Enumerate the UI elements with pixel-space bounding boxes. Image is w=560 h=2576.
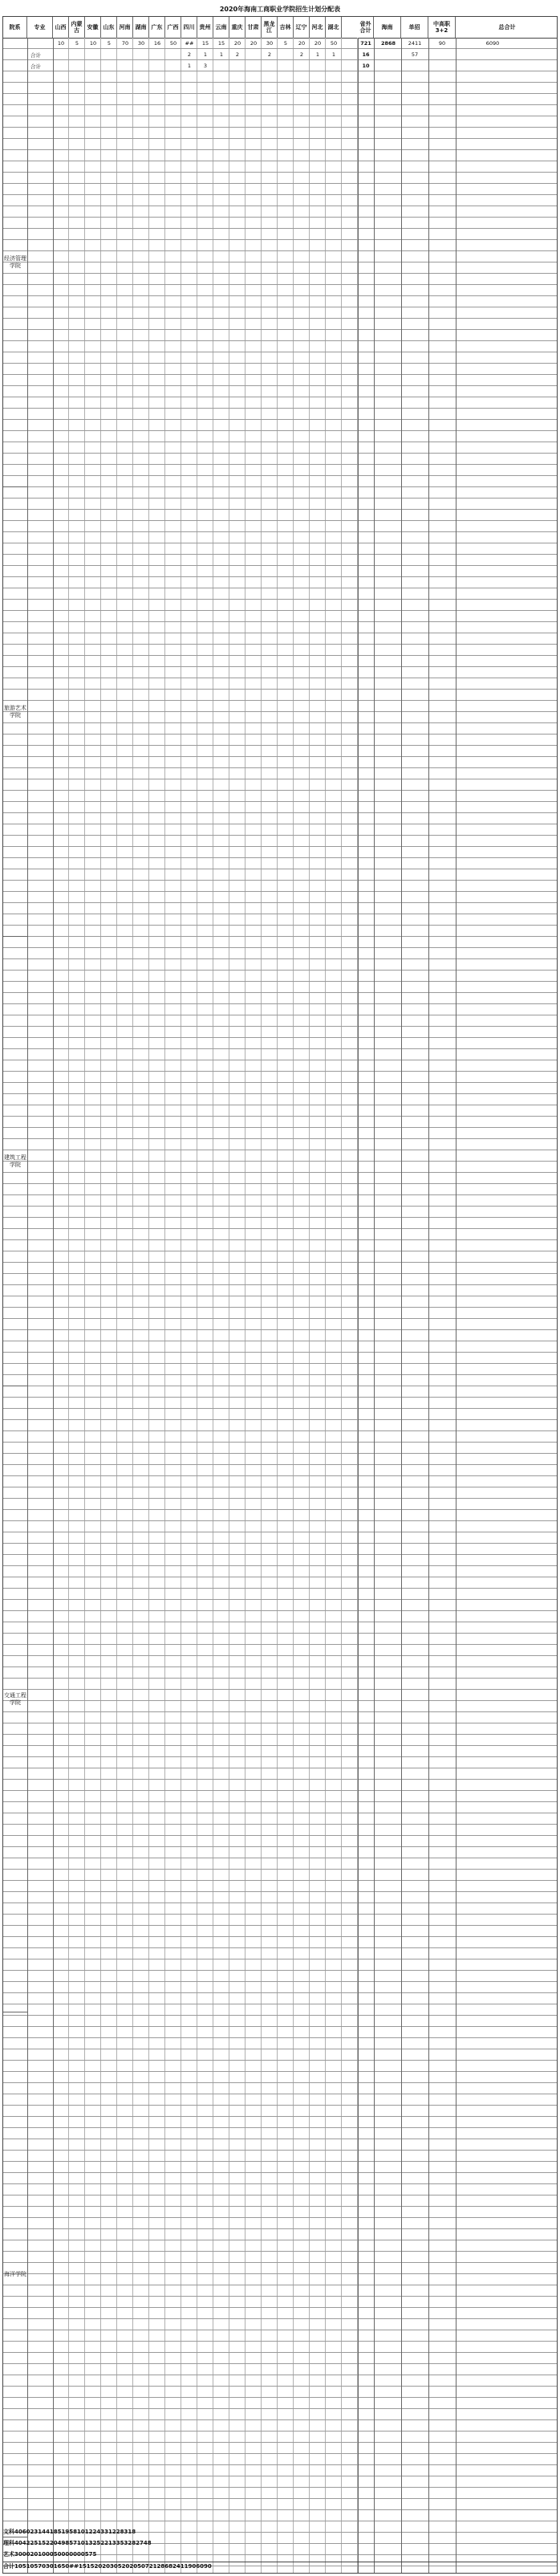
footer-like-cell: 20 <box>49 2540 58 2546</box>
header-province: 贵州 <box>197 17 213 38</box>
header-hainan: 海南 <box>374 17 401 38</box>
header-grand: 总合计 <box>498 24 516 31</box>
footer-wenke-cell: 3 <box>104 2529 108 2535</box>
header-dept: 院系 <box>3 17 27 38</box>
header-province: 山东 <box>101 17 117 38</box>
footer-yishu-cell: 0 <box>18 2551 22 2558</box>
footer-like-cell: 7 <box>73 2540 77 2546</box>
footer-grand-cell: 20 <box>102 2563 110 2570</box>
footer-grand-cell: 30 <box>109 2563 118 2570</box>
footer-like-cell: 13 <box>84 2540 93 2546</box>
footer-grand-cell: 20 <box>129 2563 138 2570</box>
footer-wenke-row <box>3 2528 557 2539</box>
footer-grand-cell: 50 <box>61 2563 70 2570</box>
footer-like-cell: 15 <box>38 2540 46 2546</box>
summary-label: 合计 <box>30 63 41 70</box>
quota-cell: 15 <box>201 40 209 47</box>
footer-grand-cell: 5 <box>22 2563 26 2570</box>
footer-grand-cell: 10 <box>26 2563 34 2570</box>
footer-wenke-label: 文科 <box>3 2529 14 2535</box>
footer-grand-cell: 5 <box>117 2563 122 2570</box>
dept-tourism-arts: 旅游艺术学院 <box>3 487 27 937</box>
footer-wenke-cell: 24 <box>92 2529 101 2535</box>
quota-hainan: 2868 <box>380 40 396 47</box>
header-province: 云南 <box>213 17 229 38</box>
summary-cell: 1 <box>203 51 208 58</box>
summary-total: 10 <box>362 63 370 69</box>
footer-yishu-cell: 5 <box>84 2551 89 2558</box>
footer-grand-single: 2411 <box>172 2563 189 2570</box>
footer-yishu-cell: 5 <box>53 2551 58 2558</box>
footer-yishu-cell: 0 <box>80 2551 85 2558</box>
footer-like-cell: 2 <box>46 2540 50 2546</box>
footer-wenke-cell: 95 <box>65 2529 74 2535</box>
header-province: 甘肃 <box>246 17 262 38</box>
footer-wenke-cell: 0 <box>18 2529 22 2535</box>
quota-cell: ## <box>185 40 194 47</box>
header-province: 重庆 <box>229 17 246 38</box>
footer-like-label: 理科 <box>3 2540 14 2546</box>
quota-cell: 20 <box>233 40 241 47</box>
footer-grand-cell: 15 <box>86 2563 95 2570</box>
footer-yishu-cell: 0 <box>73 2551 77 2558</box>
footer-grand-zhonggao: 90 <box>188 2563 197 2570</box>
header-province: 广西 <box>165 17 181 38</box>
footer-like-cell: 10 <box>77 2540 85 2546</box>
summary-row <box>3 60 557 71</box>
footer-grand-cell: 20 <box>94 2563 103 2570</box>
footer-wenke-cell: 12 <box>108 2529 116 2535</box>
quota-cell: 50 <box>169 40 177 47</box>
header-province: 湖北 <box>326 17 342 38</box>
footer-grand-cell: ## <box>69 2563 79 2570</box>
footer-like-cell: 13 <box>108 2540 116 2546</box>
dept-ocean: 海洋学院 <box>3 2012 27 2537</box>
footer-yishu-cell: 3 <box>14 2551 18 2558</box>
footer-like-cell: 4 <box>22 2540 26 2546</box>
summary-row <box>3 49 557 60</box>
footer-grand-total: 721 <box>144 2563 157 2570</box>
footer-grand-row <box>3 2562 557 2574</box>
summary-cell: 1 <box>187 63 192 69</box>
dept-architecture: 建筑工程学院 <box>3 937 27 1386</box>
footer-grand-cell: 15 <box>78 2563 87 2570</box>
footer-like-cell: 25 <box>92 2540 101 2546</box>
footer-yishu-cell: 0 <box>42 2551 46 2558</box>
summary-cell: 1 <box>315 51 320 58</box>
header-zhonggao: 中高职3+2 <box>428 17 456 38</box>
footer-yishu-cell: 0 <box>61 2551 66 2558</box>
footer-wenke-cell: 0 <box>26 2529 30 2535</box>
footer-like-cell: 4 <box>14 2540 18 2546</box>
footer-wenke-total: 318 <box>124 2529 136 2535</box>
footer-grand-hainan: 2868 <box>156 2563 172 2570</box>
footer-yishu-cell: 0 <box>49 2551 54 2558</box>
footer-yishu-label: 艺术 <box>3 2551 14 2558</box>
footer-hainan-total: 2748 <box>136 2540 152 2546</box>
quota-grand: 6090 <box>485 40 500 47</box>
quota-cell: 70 <box>121 40 129 47</box>
footer-like-cell: 85 <box>65 2540 74 2546</box>
footer-yishu-cell: 20 <box>30 2551 39 2558</box>
quota-cell: 30 <box>137 40 145 47</box>
footer-like-cell: 2 <box>104 2540 108 2546</box>
footer-grand-cell: 5 <box>34 2563 39 2570</box>
quota-cell: 5 <box>75 40 79 47</box>
header-province: 河南 <box>117 17 133 38</box>
footer-yishu-cell: 0 <box>46 2551 50 2558</box>
header-province: 四川 <box>181 17 197 38</box>
quota-zhonggao: 90 <box>438 40 446 47</box>
footer-wenke-cell: 4 <box>46 2529 50 2535</box>
footer-grand-all: 6090 <box>196 2563 212 2570</box>
quota-single: 2411 <box>408 40 422 47</box>
footer-wenke-cell: 8 <box>73 2529 77 2535</box>
header-province: 山西 <box>53 17 69 38</box>
footer-like-row <box>3 2539 557 2550</box>
dept-economics: 经济管理学院 <box>3 38 27 487</box>
footer-like-cell: 2 <box>26 2540 30 2546</box>
footer-yishu-cell: 0 <box>77 2551 81 2558</box>
summary-cell: 2 <box>187 51 192 58</box>
footer-wenke-cell: 14 <box>38 2529 46 2535</box>
footer-yishu-cell: 0 <box>22 2551 26 2558</box>
quota-cell: 15 <box>217 40 225 47</box>
footer-wenke-cell: 4 <box>14 2529 18 2535</box>
footer-wenke-cell: 6 <box>22 2529 26 2535</box>
footer-like-cell: 49 <box>57 2540 66 2546</box>
footer-like-total: 328 <box>124 2540 136 2546</box>
quota-cell: 20 <box>250 40 258 47</box>
header-province: 湖南 <box>133 17 149 38</box>
quota-cell: 30 <box>266 40 274 47</box>
summary-cell: 1 <box>331 51 336 58</box>
header-province: 吉林 <box>278 17 294 38</box>
footer-grand-cell: 16 <box>53 2563 62 2570</box>
footer-yishu-cell: 0 <box>57 2551 62 2558</box>
header-province-total: 省外合计 <box>358 17 374 38</box>
summary-cell: 1 <box>219 51 224 58</box>
header-province: 辽宁 <box>294 17 310 38</box>
table-header <box>3 17 557 39</box>
summary-cell: 2 <box>299 51 304 58</box>
header-single: 单招 <box>401 17 428 38</box>
footer-wenke-cell: 3 <box>100 2529 105 2535</box>
summary-single: 57 <box>411 51 419 58</box>
header-major: 专业 <box>27 17 53 38</box>
footer-grand-label: 合计 <box>3 2563 14 2570</box>
footer-yishu-cell: 1 <box>38 2551 43 2558</box>
footer-wenke-cell: 18 <box>49 2529 58 2535</box>
footer-wenke-cell: 23 <box>30 2529 39 2535</box>
footer-like-cell: 0 <box>18 2540 22 2546</box>
summary-cell: 3 <box>203 63 208 69</box>
summary-cell: 2 <box>235 51 240 58</box>
quota-province-total: 721 <box>360 40 371 47</box>
quota-cell: 50 <box>330 40 338 47</box>
quota-cell: 5 <box>107 40 112 47</box>
quota-row <box>3 38 557 49</box>
table-body <box>3 38 557 2573</box>
page-title: 2020年海南工商职业学院招生计划分配表 <box>219 6 341 13</box>
quota-cell: 10 <box>57 40 65 47</box>
header-province: 内蒙古 <box>69 17 85 38</box>
footer-wenke-cell: 51 <box>57 2529 66 2535</box>
quota-cell: 5 <box>283 40 288 47</box>
footer-wenke-cell: 28 <box>116 2529 124 2535</box>
footer-like-cell: 2 <box>100 2540 105 2546</box>
footer-grand-cell: 50 <box>137 2563 145 2570</box>
footer-yishu-cell: 0 <box>69 2551 74 2558</box>
header-province: 河北 <box>310 17 326 38</box>
footer-yishu-total: 75 <box>88 2551 97 2558</box>
footer-grand-cell: 10 <box>14 2563 22 2570</box>
footer-yishu-row <box>3 2550 557 2562</box>
footer-yishu-cell: 0 <box>65 2551 70 2558</box>
footer-grand-cell: 30 <box>46 2563 54 2570</box>
footer-wenke-cell: 10 <box>77 2529 85 2535</box>
quota-cell: 16 <box>153 40 161 47</box>
quota-cell: 20 <box>314 40 322 47</box>
summary-cell: 2 <box>267 51 272 58</box>
footer-like-cell: 25 <box>30 2540 39 2546</box>
footer-like-cell: 35 <box>116 2540 124 2546</box>
footer-yishu-cell: 0 <box>26 2551 30 2558</box>
summary-total: 16 <box>362 51 370 58</box>
header-province: 广东 <box>149 17 165 38</box>
footer-wenke-cell: 12 <box>84 2529 93 2535</box>
quota-cell: 20 <box>298 40 306 47</box>
quota-cell: 10 <box>89 40 97 47</box>
allocation-table <box>2 16 558 2574</box>
footer-grand-cell: 20 <box>121 2563 130 2570</box>
header-province: 安徽 <box>85 17 101 38</box>
summary-label: 合计 <box>30 52 41 59</box>
dept-transport: 交通工程学院 <box>3 1386 27 2012</box>
header-province: 黑龙江 <box>262 17 278 38</box>
footer-grand-cell: 70 <box>38 2563 46 2570</box>
